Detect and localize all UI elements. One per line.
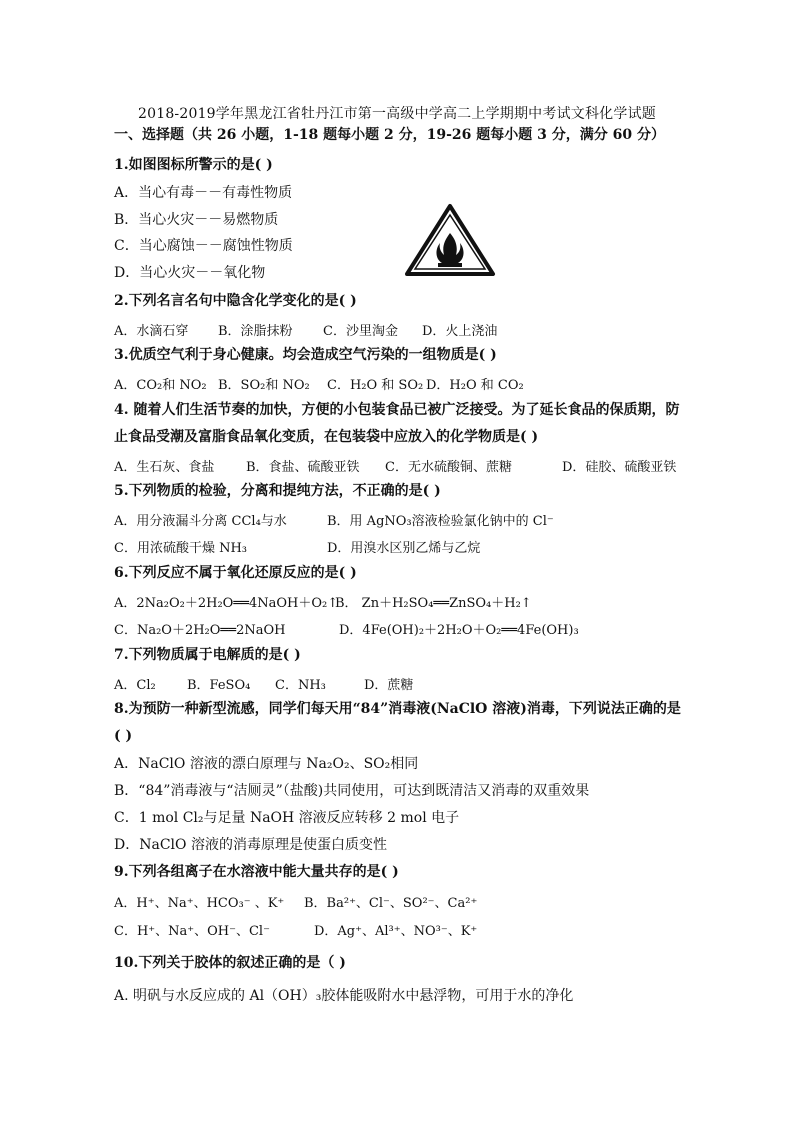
q4-stem-line2: 止食品受潮及富脂食品氧化变质，在包装袋中应放入的化学物质是( ) — [114, 429, 539, 445]
q10-stem: 10.下列关于胶体的叙述正确的是（ ) — [114, 955, 346, 971]
q8-option-b: B．“84”消毒液与“洁厕灵”（盐酸)共同使用，可达到既清洁又消毒的双重效果 — [114, 783, 590, 799]
q1-stem: 1.如图图标所警示的是( ) — [114, 157, 273, 173]
q2-option-c: C．沙里淘金 — [323, 324, 398, 339]
q7-option-d: D．蔗糖 — [364, 678, 414, 693]
q2-option-d: D．火上浇油 — [422, 324, 498, 339]
q2-option-b: B．涂脂抹粉 — [218, 324, 293, 339]
q4-stem-line1: 4. 随着人们生活节奏的加快，方便的小包装食品已被广泛接受。为了延长食品的保质期，防 — [114, 402, 680, 418]
q3-option-c: C．H₂O 和 SO₂ — [327, 378, 424, 393]
q5-option-d: D．用溴水区别乙烯与乙烷 — [327, 541, 481, 556]
q4-option-a: A．生石灰、食盐 — [114, 460, 215, 475]
q7-option-a: A．Cl₂ — [114, 678, 156, 693]
q7-option-c: C．NH₃ — [275, 678, 326, 693]
q5-stem: 5.下列物质的检验，分离和提纯方法，不正确的是( ) — [114, 483, 441, 499]
q10-option-a: A. 明矾与水反应成的 Al（OH）₃胶体能吸附水中悬浮物，可用于水的净化 — [114, 988, 574, 1004]
q4-option-b: B．食盐、硫酸亚铁 — [246, 460, 360, 475]
q7-option-b: B．FeSO₄ — [187, 678, 251, 693]
q4-option-c: C．无水硫酸铜、蔗糖 — [385, 460, 512, 475]
q9-option-c: C．H⁺、Na⁺、OH⁻、Cl⁻ — [114, 924, 270, 939]
exam-title: 2018-2019学年黑龙江省牡丹江市第一高级中学高二上学期期中考试文科化学试题 — [138, 106, 656, 122]
q5-option-a: A．用分液漏斗分离 CCl₄与水 — [114, 514, 287, 529]
q9-option-b: B．Ba²⁺、Cl⁻、SO²⁻、Ca²⁺ — [304, 896, 478, 911]
q4-option-d: D．硅胶、硫酸亚铁 — [562, 460, 677, 475]
q7-stem: 7.下列物质属于电解质的是( ) — [114, 647, 301, 663]
q3-option-a: A．CO₂和 NO₂ — [114, 378, 207, 393]
q8-stem-line2: ( ) — [114, 728, 133, 744]
q9-option-a: A．H⁺、Na⁺、HCO₃⁻ 、K⁺ — [114, 896, 285, 911]
q5-option-c: C．用浓硫酸干燥 NH₃ — [114, 541, 248, 556]
section-heading: 一、选择题（共 26 小题，1-18 题每小题 2 分，19-26 题每小题 3 分，满分 60 分） — [114, 127, 665, 143]
q8-option-d: D．NaClO 溶液的消毒原理是使蛋白质变性 — [114, 837, 387, 853]
q3-option-b: B．SO₂和 NO₂ — [218, 378, 310, 393]
q9-stem: 9.下列各组离子在水溶液中能大量共存的是( ) — [114, 864, 399, 880]
q2-stem: 2.下列名言名句中隐含化学变化的是( ) — [114, 293, 357, 309]
q3-option-d: D．H₂O 和 CO₂ — [426, 378, 524, 393]
q8-stem-line1: 8.为预防一种新型流感，同学们每天用“84”消毒液(NaClO 溶液)消毒，下列说法正确的是 — [114, 701, 681, 717]
q5-option-b: B．用 AgNO₃溶液检验氯化钠中的 Cl⁻ — [327, 514, 554, 529]
q6-stem: 6.下列反应不属于氧化还原反应的是( ) — [114, 565, 357, 581]
q1-option-b: B．当心火灾－－易燃物质 — [114, 212, 279, 228]
q6-option-c: C．Na₂O＋2H₂O══2NaOH — [114, 623, 286, 638]
q8-option-a: A．NaClO 溶液的漂白原理与 Na₂O₂、SO₂相同 — [114, 756, 419, 772]
q8-option-c: C．1 mol Cl₂与足量 NaOH 溶液反应转移 2 mol 电子 — [114, 810, 460, 826]
q1-option-a: A．当心有毒－－有毒性物质 — [114, 185, 293, 201]
q1-option-c: C．当心腐蚀－－腐蚀性物质 — [114, 238, 293, 254]
q3-stem: 3.优质空气利于身心健康。均会造成空气污染的一组物质是( ) — [114, 347, 497, 363]
q6-option-b: B． Zn＋H₂SO₄══ZnSO₄＋H₂↑ — [335, 596, 532, 611]
q2-option-a: A．水滴石穿 — [114, 324, 189, 339]
q6-option-d: D．4Fe(OH)₂＋2H₂O＋O₂══4Fe(OH)₃ — [339, 623, 579, 638]
flammable-hazard-icon — [404, 203, 496, 277]
q1-option-d: D．当心火灾－－氧化物 — [114, 265, 266, 281]
q6-option-a: A．2Na₂O₂＋2H₂O══4NaOH＋O₂↑ — [114, 596, 339, 611]
q9-option-d: D．Ag⁺、Al³⁺、NO³⁻、K⁺ — [314, 924, 478, 939]
